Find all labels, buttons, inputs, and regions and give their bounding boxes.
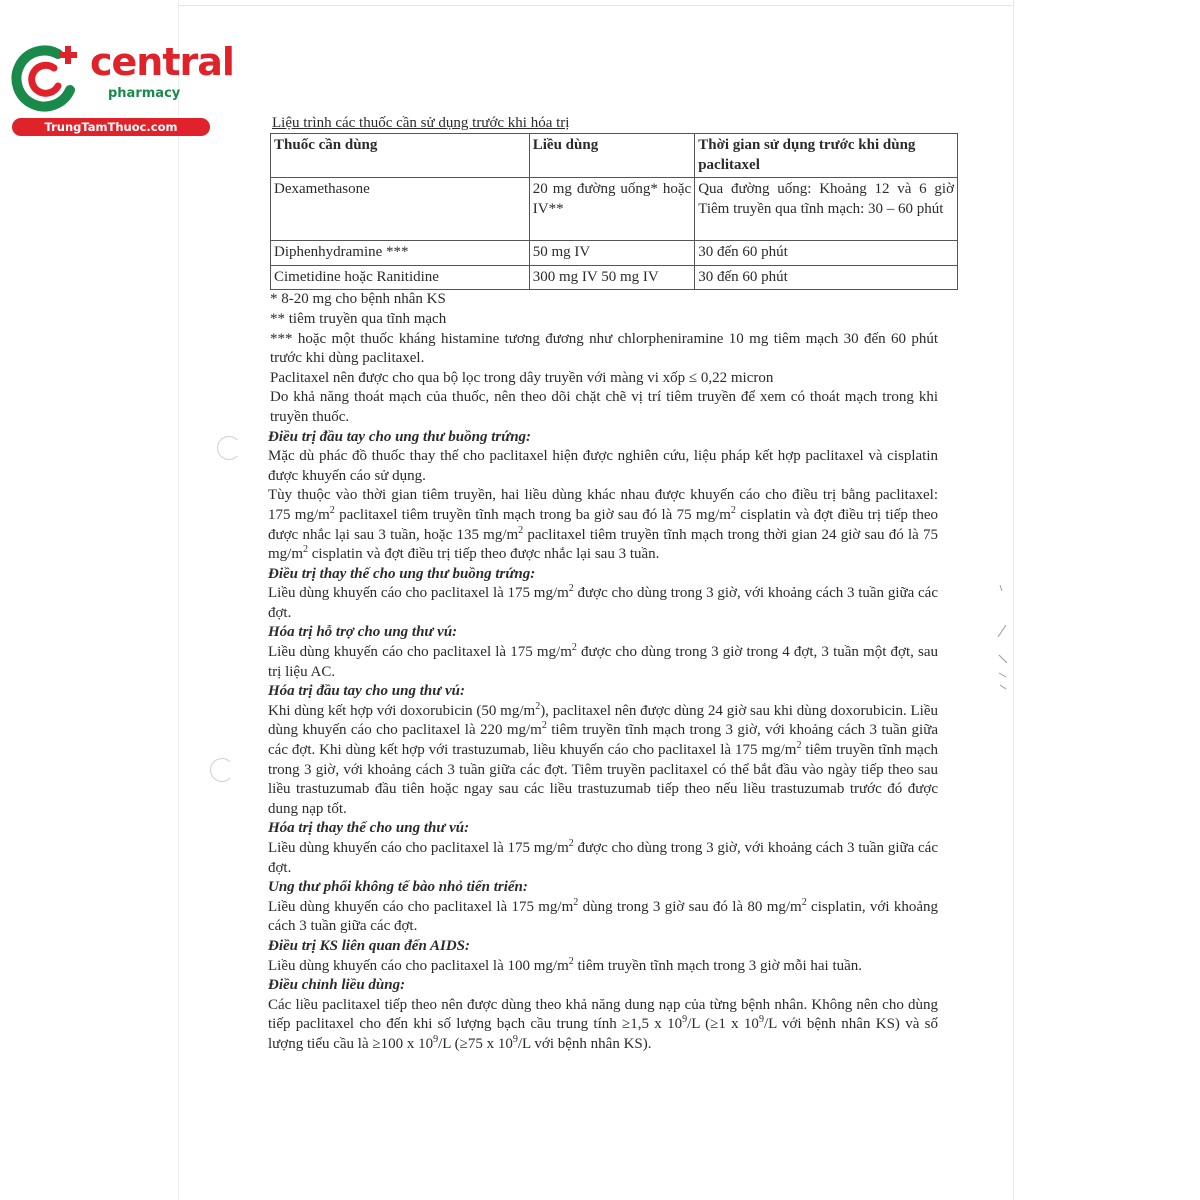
note-2: ** tiêm truyền qua tĩnh mạch [270, 310, 447, 327]
section-heading: Hóa trị thay thế cho ung thư vú: [268, 820, 470, 837]
paragraph: Mặc dù phác đồ thuốc thay thế cho paclitaxel hiện được nghiên cứu, liệu pháp kết hợp paclitaxel và cisplatin được khuyến cáo sử dụng. [268, 448, 938, 484]
section-heading: Điều trị đầu tay cho ung thư buồng trứng: [268, 428, 532, 445]
paragraph: Tùy thuộc vào thời gian tiêm truyền, hai liều dùng khác nhau được khuyến cáo cho điều trị bằng paclitaxel: 175 $mg/m^2$ paclitaxel tiêm truyền tĩnh mạch trong ba giờ sau đó là 75 $mg/m^2$ cisplatin và đợt điều trị tiếp theo được nhắc lại sau 3 tuần, hoặc 135 $mg/m^2$ paclitaxel tiêm truyền tĩnh mạch trong thời gian 24 giờ sau đó là 75 $mg/m^2$ cisplatin và đợt điều trị tiếp theo được nhắc lại sau 3 tuần. [268, 487, 938, 563]
table-cell-drug: Dexamethasone [271, 178, 530, 241]
table-caption: Liệu trình các thuốc cần sử dụng trước khi hóa trị [272, 115, 570, 131]
margin-marks [996, 585, 1010, 695]
logo-sub-text: pharmacy [108, 86, 181, 101]
punch-hole-bottom [210, 758, 234, 782]
table-row [271, 265, 958, 290]
section-breast-first-line [268, 682, 938, 819]
section-breast-alternative [268, 819, 938, 878]
table-cell-dose: 20 mg đường uống* hoặc IV** [529, 178, 694, 241]
section-ovarian-first-line [268, 428, 938, 565]
table-cell-dose: 300 mg IV 50 mg IV [529, 265, 694, 290]
note-1: * 8-20 mg cho bệnh nhân KS [270, 291, 446, 308]
section-breast-adjuvant [268, 623, 938, 682]
note-5: Do khả năng thoát mạch của thuốc, nên theo dõi chặt chẽ vị trí tiêm truyền để xem có thoát mạch trong khi truyền thuốc. [270, 389, 938, 425]
table-header-drug: Thuốc cần dùng [271, 134, 530, 178]
section-heading: Điều trị KS liên quan đến AIDS: [268, 937, 470, 954]
table-cell-time: 30 đến 60 phút [695, 265, 958, 290]
section-nsclc [268, 878, 938, 937]
table-cell-drug: Diphenhydramine *** [271, 241, 530, 266]
section-aids-ks [268, 937, 938, 976]
paragraph: Liều dùng khuyến cáo cho paclitaxel là 175 $mg/m^2$ được cho dùng trong 3 giờ, với khoảng cách 3 tuần giữa các đợt. [268, 583, 938, 621]
table-header-row [271, 134, 958, 178]
note-4: Paclitaxel nên được cho qua bộ lọc trong dây truyền với màng vi xốp ≤ 0,22 micron [270, 369, 774, 386]
table-header-time: Thời gian sử dụng trước khi dùng paclitaxel [695, 134, 958, 178]
section-ovarian-alternative [268, 565, 938, 624]
section-dose-adjustment [268, 976, 938, 1054]
logo-mark-icon [10, 40, 86, 116]
premedication-table [270, 133, 958, 290]
punch-hole-top [217, 436, 241, 460]
table-header-dose: Liều dùng [529, 134, 694, 178]
table-row [271, 178, 958, 241]
paragraph: Liều dùng khuyến cáo cho paclitaxel là 175 $mg/m^2$ dùng trong 3 giờ sau đó là 80 $mg/m^2$ cisplatin, với khoảng cách 3 tuần giữa các đợt. [268, 896, 938, 935]
table-cell-time: 30 đến 60 phút [695, 241, 958, 266]
document-content [262, 115, 962, 1055]
section-heading: Hóa trị đầu tay cho ung thư vú: [268, 683, 465, 700]
section-heading: Điều trị thay thế cho ung thư buồng trứng: [268, 565, 536, 582]
paragraph: Liều dùng khuyến cáo cho paclitaxel là 100 $mg/m^2$ tiêm truyền tĩnh mạch trong 3 giờ mỗi hai tuần. [268, 955, 863, 974]
table-cell-drug: Cimetidine hoặc Ranitidine [271, 265, 530, 290]
section-heading: Hóa trị hỗ trợ cho ung thư vú: [268, 624, 458, 641]
logo-site-badge: TrungTamThuoc.com [12, 118, 210, 136]
table-row [271, 241, 958, 266]
table-cell-time: Qua đường uống: Khoảng 12 và 6 giờ Tiêm truyền qua tĩnh mạch: 30 – 60 phút [695, 178, 958, 241]
logo-brand-text: central [90, 40, 234, 84]
paragraph: Các liều paclitaxel tiếp theo nên được dùng theo khả năng dung nạp của từng bệnh nhân. Không nên cho dùng tiếp paclitaxel cho đến khi số lượng bạch cầu trung tính ≥1,5 x $10^9/L$ (≥1 x $10^9/L$ với bệnh nhân KS) và số lượng tiểu cầu là ≥100 x $10^9/L$ (≥75 x $10^9/L$ với bệnh nhân KS). [268, 996, 938, 1052]
central-pharmacy-logo[interactable] [10, 38, 234, 138]
paragraph: Liều dùng khuyến cáo cho paclitaxel là 175 $mg/m^2$ được cho dùng trong 3 giờ, với khoảng cách 3 tuần giữa các đợt. [268, 838, 938, 876]
page-top-edge [178, 5, 1012, 6]
table-notes [270, 290, 962, 427]
section-heading: Ung thư phổi không tế bào nhỏ tiến triển: [268, 879, 528, 896]
table-cell-dose: 50 mg IV [529, 241, 694, 266]
note-3: *** hoặc một thuốc kháng histamine tương đương như chlorpheniramine 10 mg tiêm mạch 30 đến 60 phút trước khi dùng paclitaxel. [270, 330, 938, 367]
paragraph: Liều dùng khuyến cáo cho paclitaxel là 175 $mg/m^2$ được cho dùng trong 3 giờ trong 4 đợt, 3 tuần một đợt, sau trị liệu AC. [268, 642, 938, 680]
paragraph: Khi dùng kết hợp với doxorubicin (50 $mg/m^2$), paclitaxel nên được dùng 24 giờ sau khi dùng doxorubicin. Liều dùng khuyến cáo cho paclitaxel là 220 $mg/m^2$ tiêm truyền tĩnh mạch trong 3 giờ, với khoảng cách 3 tuần giữa các đợt. Khi dùng kết hợp với trastuzumab, liều khuyến cáo cho paclitaxel là 175 $mg/m^2$ tiêm truyền tĩnh mạch trong 3 giờ, với khoảng cách 3 tuần giữa các đợt. Tiêm truyền paclitaxel có thể bắt đầu vào ngày tiếp theo sau liều trastuzumab đầu tiên hoặc ngay sau các liều trastuzumab tiếp theo nếu liều trastuzumab trước đó được dung nạp tốt. [268, 700, 938, 817]
section-heading: Điều chỉnh liều dùng: [268, 977, 406, 994]
